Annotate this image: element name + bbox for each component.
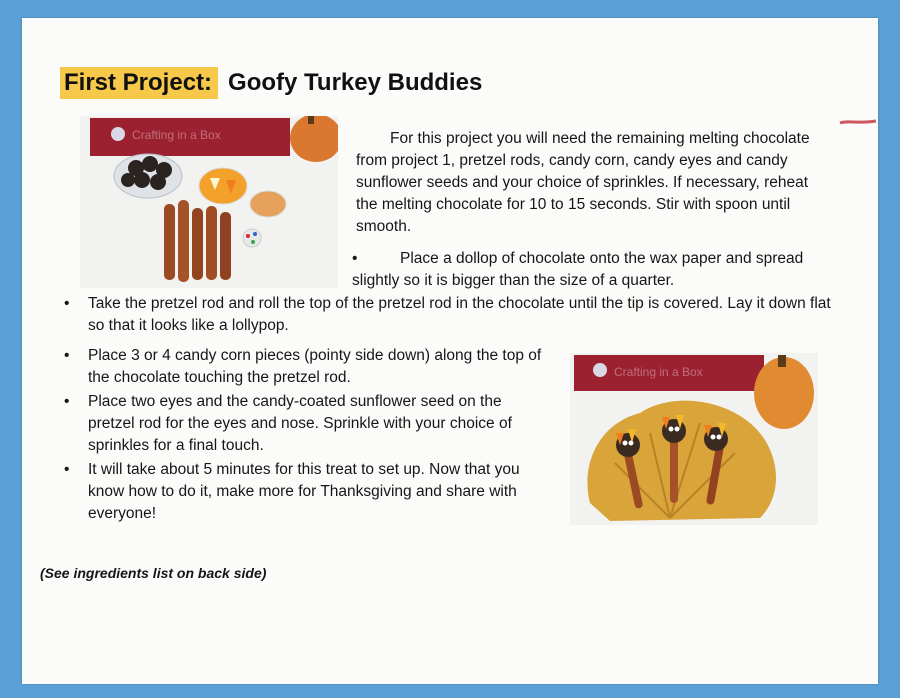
footnote: (See ingredients list on back side): [40, 565, 267, 581]
ingredients-illustration: [80, 116, 338, 288]
photo-banner-label: Crafting in a Box: [132, 128, 221, 142]
title-highlight: First Project:: [60, 67, 218, 99]
step-4: [60, 391, 550, 457]
steps-list-narrow: [60, 345, 550, 527]
red-smudge: [838, 118, 878, 126]
bullet-glyph: •: [64, 461, 70, 478]
bullet-glyph: •: [64, 295, 70, 312]
step-5: [60, 459, 550, 525]
bullet-glyph: •: [64, 393, 70, 410]
ingredients-photo: [80, 116, 338, 288]
finished-turkeys-photo: [570, 353, 818, 525]
bullet-glyph: •: [352, 250, 358, 267]
step-2: [60, 293, 840, 337]
intro-paragraph: For this project you will need the remaining melting chocolate from project 1, pretzel rods, candy corn, candy eyes and candy sunflower seeds and your choice of sprinkles. If necessary, reheat the melting chocolate for 10 to 15 seconds. Stir with spoon until smooth.: [356, 130, 810, 235]
step-3-text: Place 3 or 4 candy corn pieces (pointy side down) along the top of the chocolate touching the pretzel rod.: [88, 347, 542, 386]
step-3: [60, 345, 550, 389]
bullet-glyph: •: [64, 347, 70, 364]
step-1: [352, 248, 832, 292]
step-5-text: It will take about 5 minutes for this treat to set up. Now that you know how to do it, make more for Thanksgiving and share with everyone!: [88, 461, 520, 522]
step-1-text: Place a dollop of chocolate onto the wax paper and spread slightly so it is bigger than the size of a quarter.: [352, 250, 804, 289]
step-2-text: Take the pretzel rod and roll the top of the pretzel rod in the chocolate until the tip is covered. Lay it down flat so that it looks like a lollypop.: [88, 295, 831, 334]
steps-list-wide: [60, 293, 840, 339]
turkeys-illustration: [570, 353, 818, 525]
recipe-card: [22, 18, 878, 684]
page-title: [60, 66, 482, 100]
step-4-text: Place two eyes and the candy-coated sunflower seed on the pretzel rod for the eyes and nose. Sprinkle with your choice of sprinkles for a final touch.: [88, 393, 512, 454]
photo-banner-label: Crafting in a Box: [614, 365, 703, 379]
title-main: Goofy Turkey Buddies: [228, 69, 483, 96]
